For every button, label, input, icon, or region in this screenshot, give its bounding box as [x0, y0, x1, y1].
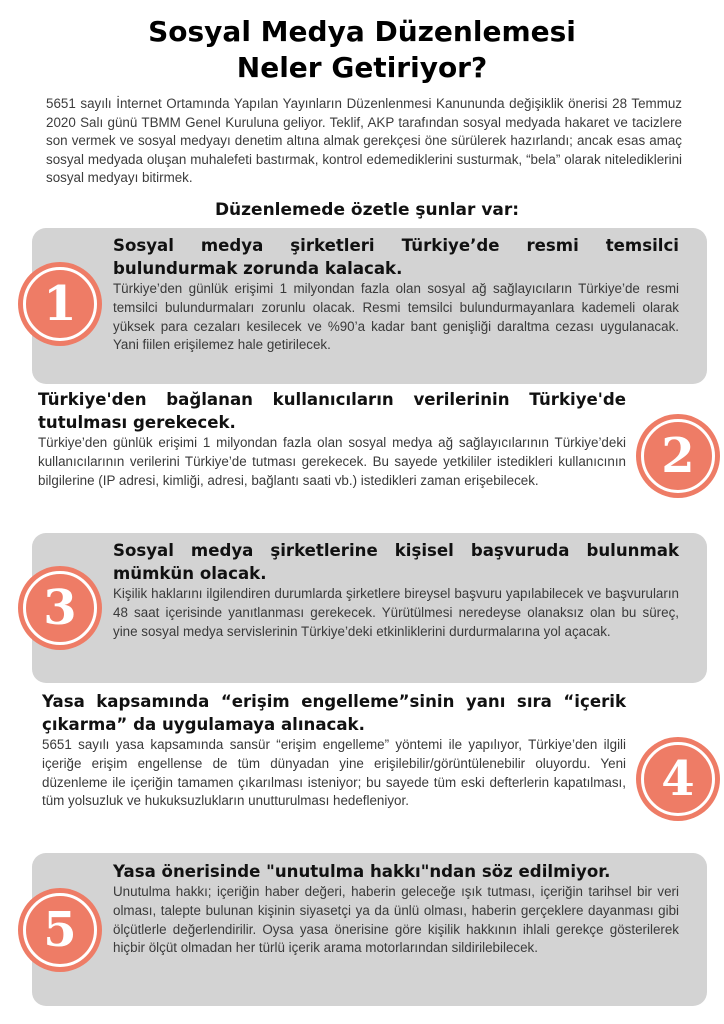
intro-paragraph: 5651 sayılı İnternet Ortamında Yapılan Yayınların Düzenlenmesi Kanununda değişiklik önerisi 28 Temmuz 2020 Salı günü TBMM Genel Kuruluna geliyor. Teklif, AKP tarafından sosyal medyada hakaret ve tacizlere son vermek ve sosyal medyayı denetim altına almak gerekçesi öne sürülerek hazırlandı; ancak esas amaç sosyal medyada oluşan muhalefeti bastırmak, kontrol edemediklerini susturmak, “bela” olarak nitelediklerini sosyal medyayı bitirmek.: [46, 96, 682, 186]
section-2: [38, 388, 626, 490]
section-5-body: Unutulma hakkı; içeriğin haber değeri, haberin geleceğe ışık tutması, içeriğin tarihsel bir veri olması, talepte bulunan kişinin siyasetçi ya da ünlü olması, haberin gerçeklere dayanması gibi ölçütlerle değerlendirilir. Oysa yasa önerisine göre kişilik hakkının ihlali gerekçe gösterilerek hiçbir ölçüt olmadan her türlü içerik arama motorlarından sildirilebilecek.: [113, 884, 679, 956]
section-5: [113, 860, 679, 958]
title-line-1: Sosyal Medya Düzenlemesi: [148, 15, 576, 48]
number-1: 1: [43, 276, 77, 332]
section-4-body: 5651 sayılı yasa kapsamında sansür “erişim engelleme” yöntemi ile yapılıyor, Türkiye’den ilgili içeriğe erişim engellense de tüm dünyadan yine erişilebilir/görüntülenebilir oluyordu. Yeni düzenleme ile içeriğin tamamen çıkarılması isteniyor; bu sayede tüm eski defterlerin kapatılması, tüm yolsuzluk ve hukuksuzlukların unutturulması hedefleniyor.: [42, 737, 626, 809]
title-line-2: Neler Getiriyor?: [236, 51, 488, 84]
number-5: 5: [43, 902, 77, 958]
number-badge-2: [636, 414, 720, 498]
number-badge-5: [18, 888, 102, 972]
number-badge-3: [18, 566, 102, 650]
section-3: [113, 539, 679, 641]
section-4-heading: Yasa kapsamında “erişim engelleme”sinin yanı sıra “içerik çıkarma” da uygulamaya alınacak.: [42, 692, 626, 734]
section-2-body: Türkiye’den günlük erişimi 1 milyondan fazla olan sosyal medya ağ sağlayıcılarının Türkiye’deki kullanıcılarının verilerini Türkiye’de tutması gerekecek. Bu sayede yetkililer istedikleri kullanıcının bilgilerine (IP adresi, kimliği, adresi, bağlantı saati vb.) istedikleri zaman erişebilecek.: [38, 435, 626, 488]
number-2: 2: [661, 428, 695, 484]
section-1-heading: Sosyal medya şirketleri Türkiye’de resmi temsilci bulundurmak zorunda kalacak.: [113, 236, 679, 278]
page-title: [0, 14, 724, 86]
section-5-heading: Yasa önerisinde "unutulma hakkı"ndan söz edilmiyor.: [113, 862, 611, 881]
section-4: [42, 690, 626, 811]
section-1-body: Türkiye’den günlük erişimi 1 milyondan fazla olan sosyal ağ sağlayıcıların Türkiye’de resmi temsilci bulundurmaları zorunlu olacak. Resmi temsilci bulundurmayanlara kademeli olarak yüksek para cezaları kesilecek ve %90’a kadar bant genişliği daraltma cezası uygulanacak. Yani fiilen erişilemez hale getirilecek.: [113, 281, 679, 353]
section-3-body: Kişilik haklarını ilgilendiren durumlarda şirketlere bireysel başvuru yapılabilecek ve başvuruların 48 saat içerisinde yanıtlanması gerekecek. Yürütülmesi neredeyse olanaksız olan bu süreç, yine sosyal medya servislerinin Türkiye’deki etkinliklerini durdurmalarına yol açacak.: [113, 586, 679, 639]
summary-heading: Düzenlemede özetle şunlar var:: [214, 200, 520, 220]
number-3: 3: [43, 580, 77, 636]
section-3-heading: Sosyal medya şirketlerine kişisel başvuruda bulunmak mümkün olacak.: [113, 541, 679, 583]
number-4: 4: [661, 751, 695, 807]
section-1: [113, 234, 679, 355]
number-badge-4: [636, 737, 720, 821]
section-2-heading: Türkiye'den bağlanan kullanıcıların verilerinin Türkiye'de tutulması gerekecek.: [38, 390, 626, 432]
number-badge-1: [18, 262, 102, 346]
